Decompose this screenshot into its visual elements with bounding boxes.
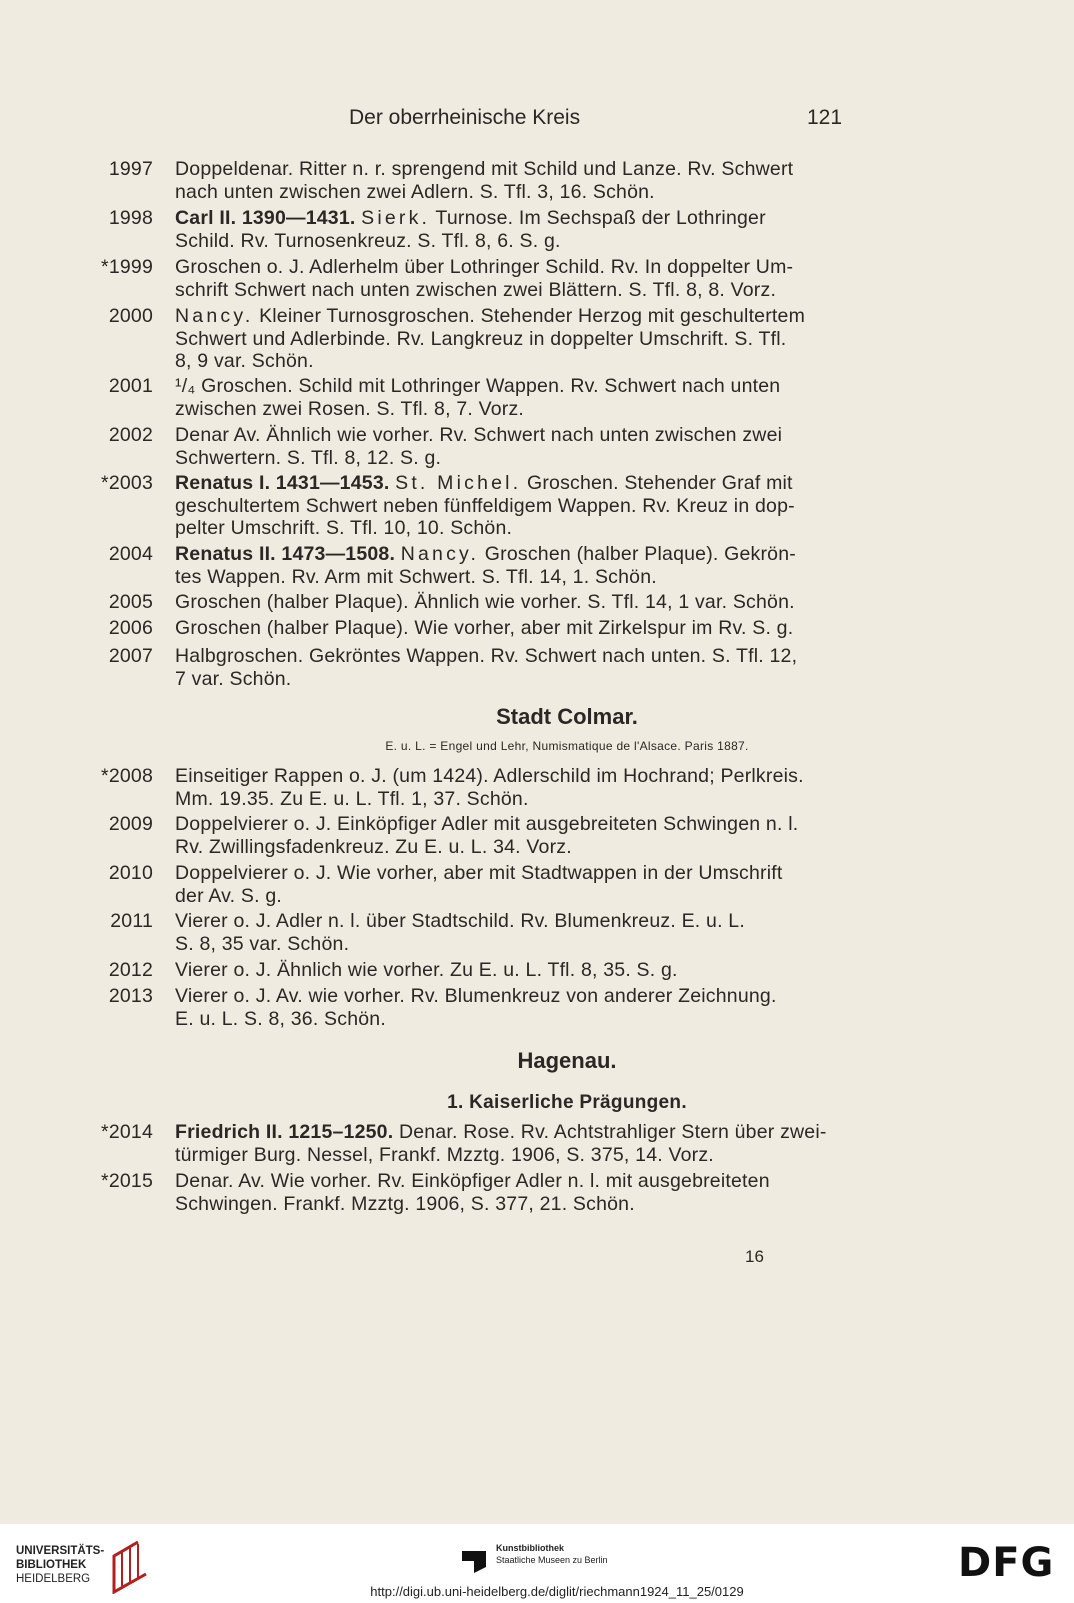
entry-number: 2001	[108, 375, 153, 397]
subsection-title-kaiserliche: 1. Kaiserliche Prägungen.	[447, 1092, 687, 1113]
entry-text	[175, 158, 843, 203]
entry-number: 2012	[108, 959, 153, 981]
entry-line: 7 var. Schön.	[175, 667, 292, 690]
entry-text	[175, 765, 843, 810]
ub-logo-line: BIBLIOTHEK	[16, 1559, 87, 1571]
entry-line: Doppelvierer o. J. Einköpfiger Adler mit ausgebreiteten Schwingen n. l.	[175, 813, 799, 835]
entry-line: Vierer o. J. Adler n. l. über Stadtschild. Rv. Blumenkreuz. E. u. L.	[175, 910, 745, 932]
entry-line: schrift Schwert nach unten zwischen zwei Blättern. S. Tfl. 8, 8. Vorz.	[175, 278, 777, 301]
section-title-colmar: Stadt Colmar.	[496, 704, 638, 729]
kb-line: Kunstbibliothek	[496, 1543, 564, 1553]
dfg-logo[interactable]: DFG	[958, 1540, 1055, 1586]
entry-number: *2003	[101, 472, 153, 494]
entry-number: 2007	[108, 645, 153, 667]
ruler-heading: Carl II. 1390—1431.	[175, 207, 356, 229]
entry-number: 2010	[108, 862, 153, 884]
kunstbibliothek-icon	[460, 1547, 488, 1575]
entry-line	[175, 543, 843, 566]
entry-text	[175, 1121, 843, 1166]
entry-line	[175, 207, 843, 230]
entry-text	[175, 1170, 843, 1215]
mint-place: Nancy.	[400, 543, 480, 565]
entry-line: Denar Av. Ähnlich wie vorher. Rv. Schwert nach unten zwischen zwei	[175, 424, 783, 446]
entry-line: Denar. Av. Wie vorher. Rv. Einköpfiger Adler n. l. mit ausgebreiteten	[175, 1170, 770, 1192]
entry-line: türmiger Burg. Nessel, Frankf. Mzztg. 1906, S. 375, 14. Vorz.	[175, 1143, 714, 1166]
entry-text	[175, 424, 843, 469]
entry-text	[175, 985, 843, 1030]
entry-line: Mm. 19.35. Zu E. u. L. Tfl. 1, 37. Schön.	[175, 787, 529, 810]
entry-line: Doppeldenar. Ritter n. r. sprengend mit Schild und Lanze. Rv. Schwert	[175, 158, 794, 180]
entry-number: *2014	[101, 1121, 153, 1143]
printer-signature: 16	[745, 1247, 764, 1266]
entry-text	[175, 256, 843, 301]
running-title: Der oberrheinische Kreis	[349, 106, 581, 129]
entry-number: *2008	[101, 765, 153, 787]
mint-place: St. Michel.	[395, 472, 522, 494]
entry-description: Groschen (halber Plaque). Gekrön-	[479, 543, 796, 565]
ruler-heading: Friedrich II. 1215–1250.	[175, 1121, 394, 1143]
entry-line: tes Wappen. Rv. Arm mit Schwert. S. Tfl. 14, 1. Schön.	[175, 565, 657, 588]
entry-line: Einseitiger Rappen o. J. (um 1424). Adlerschild im Hochrand; Perlkreis.	[175, 765, 804, 787]
entry-line: Vierer o. J. Ähnlich wie vorher. Zu E. u. L. Tfl. 8, 35. S. g.	[175, 959, 678, 981]
entry-line	[175, 1121, 843, 1144]
entry-line: Schwertern. S. Tfl. 8, 12. S. g.	[175, 446, 442, 469]
mint-place: Sierk.	[361, 207, 431, 229]
entry-description: Denar. Rose. Rv. Achtstrahliger Stern über zwei-	[398, 1121, 827, 1143]
entry-text	[175, 375, 843, 420]
ruler-heading: Renatus II. 1473—1508.	[175, 543, 396, 565]
entry-line: Schwingen. Frankf. Mzztg. 1906, S. 377, 21. Schön.	[175, 1192, 635, 1215]
entry-line	[175, 472, 843, 495]
entry-text	[175, 959, 843, 982]
entry-description: Groschen. Stehender Graf mit	[521, 472, 793, 494]
entry-line: S. 8, 35 var. Schön.	[175, 932, 350, 955]
entry-description: Kleiner Turnosgroschen. Stehender Herzog mit geschultertem	[253, 305, 806, 327]
entry-line: Schild. Rv. Turnosenkreuz. S. Tfl. 8, 6. S. g.	[175, 229, 561, 252]
ub-logo-line: HEIDELBERG	[16, 1573, 91, 1585]
entry-number: 2013	[108, 985, 153, 1007]
entry-line: nach unten zwischen zwei Adlern. S. Tfl. 3, 16. Schön.	[175, 180, 655, 203]
entry-text	[175, 910, 843, 955]
kb-line: Staatliche Museen zu Berlin	[496, 1555, 608, 1565]
page-header	[0, 106, 1074, 136]
ub-heidelberg-logo[interactable]	[16, 1544, 104, 1586]
entry-line: Vierer o. J. Av. wie vorher. Rv. Blumenkreuz von anderer Zeichnung.	[175, 985, 777, 1007]
entry-line: Rv. Zwillingsfadenkreuz. Zu E. u. L. 34. Vorz.	[175, 835, 572, 858]
entry-description: Turnose. Im Sechspaß der Lothringer	[430, 207, 766, 229]
entry-text	[175, 591, 843, 614]
entry-text	[175, 645, 843, 690]
entry-number: 2004	[108, 543, 153, 565]
entry-line: pelter Umschrift. S. Tfl. 10, 10. Schön.	[175, 517, 513, 539]
section-title-hagenau: Hagenau.	[517, 1048, 617, 1073]
entry-line: Doppelvierer o. J. Wie vorher, aber mit Stadtwappen in der Umschrift	[175, 862, 783, 884]
entry-text	[175, 543, 843, 588]
entry-number: 2002	[108, 424, 153, 446]
entry-line: Halbgroschen. Gekröntes Wappen. Rv. Schwert nach unten. S. Tfl. 12,	[175, 645, 798, 667]
viewer-footer	[0, 1524, 1074, 1603]
entry-line: geschultertem Schwert neben fünffeldigem Wappen. Rv. Kreuz in dop-	[175, 494, 795, 517]
permalink-url[interactable]: http://digi.ub.uni-heidelberg.de/diglit/riechmann1924_11_25/0129	[370, 1584, 744, 1599]
entry-text	[175, 472, 843, 540]
entry-text	[175, 617, 843, 640]
page-number: 121	[807, 106, 843, 129]
entry-line: ¹/₄ Groschen. Schild mit Lothringer Wappen. Rv. Schwert nach unten	[175, 375, 781, 397]
entry-text	[175, 207, 843, 252]
entry-number: 2005	[108, 591, 153, 613]
entry-number: 2009	[108, 813, 153, 835]
entry-text	[175, 305, 843, 373]
entry-line: zwischen zwei Rosen. S. Tfl. 8, 7. Vorz.	[175, 397, 525, 420]
entry-line: E. u. L. S. 8, 36. Schön.	[175, 1007, 386, 1030]
entry-number: 1997	[108, 158, 153, 180]
ub-logo-line: UNIVERSITÄTS-	[16, 1545, 105, 1557]
entry-text	[175, 813, 843, 858]
entry-number: *1999	[101, 256, 153, 278]
entry-text	[175, 862, 843, 907]
section-note-colmar: E. u. L. = Engel und Lehr, Numismatique de l'Alsace. Paris 1887.	[385, 739, 749, 753]
entry-number: *2015	[101, 1170, 153, 1192]
entry-line	[175, 305, 843, 328]
entry-number: 2000	[108, 305, 153, 327]
ruler-heading: Renatus I. 1431—1453.	[175, 472, 390, 494]
entry-line: Groschen (halber Plaque). Wie vorher, aber mit Zirkelspur im Rv. S. g.	[175, 617, 794, 639]
entry-number: 2011	[110, 910, 153, 932]
entry-line: Schwert und Adlerbinde. Rv. Langkreuz in doppelter Umschrift. S. Tfl.	[175, 327, 787, 350]
entry-line: der Av. S. g.	[175, 884, 283, 907]
entry-line: 8, 9 var. Schön.	[175, 350, 314, 372]
entry-number: 2006	[108, 617, 153, 639]
entry-line: Groschen (halber Plaque). Ähnlich wie vorher. S. Tfl. 14, 1 var. Schön.	[175, 591, 795, 613]
entry-number: 1998	[108, 207, 153, 229]
entry-line: Groschen o. J. Adlerhelm über Lothringer Schild. Rv. In doppelter Um-	[175, 256, 794, 278]
mint-place: Nancy.	[175, 305, 254, 327]
